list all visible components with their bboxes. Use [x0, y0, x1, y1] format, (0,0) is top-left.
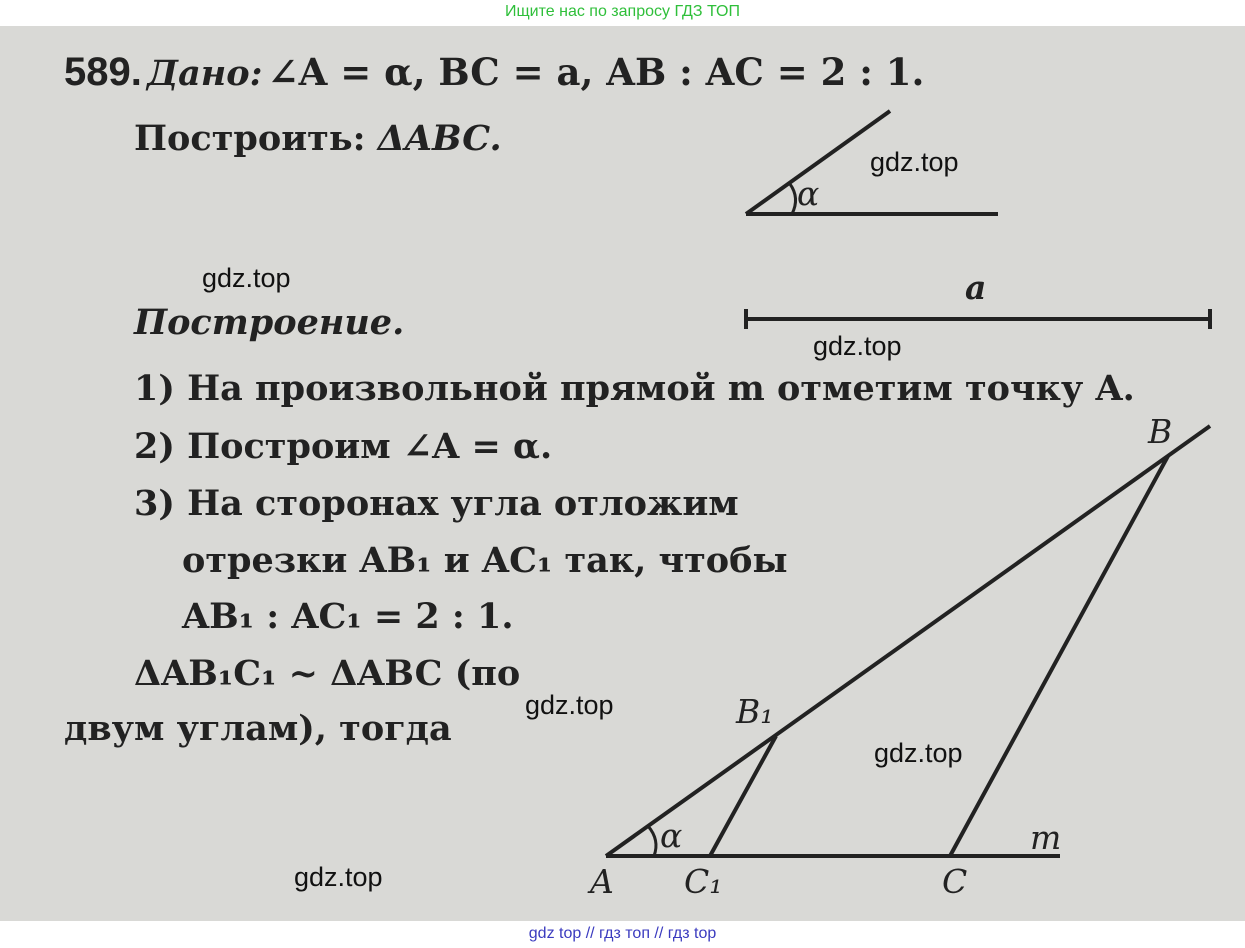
similarity-line-1: ΔAB₁C₁ ~ ΔABC (по [134, 653, 521, 694]
label-C: C [942, 862, 968, 901]
given-angle-arc [790, 184, 796, 214]
watermark: gdz.top [874, 738, 963, 768]
label-alpha-small: α [797, 174, 820, 213]
label-alpha: α [660, 816, 683, 855]
label-A: A [590, 862, 614, 901]
top-banner[interactable]: Ищите нас по запросу ГДЗ ТОП [505, 3, 740, 20]
label-m: m [1030, 818, 1062, 857]
problem-number: 589. [64, 50, 142, 94]
ray-AB [606, 426, 1210, 856]
step-3-line-1: 3) На сторонах угла отложим [134, 483, 739, 524]
step-3-line-2: отрезки AB₁ и AC₁ так, чтобы [182, 540, 788, 581]
construct-label: Построить: [134, 118, 366, 159]
segment-BC [950, 456, 1168, 856]
watermark: gdz.top [294, 862, 383, 892]
watermark: gdz.top [870, 147, 959, 177]
step-2: 2) Построим ∠A = α. [134, 426, 553, 467]
watermark: gdz.top [813, 331, 902, 361]
label-C1: C₁ [684, 862, 723, 901]
construction-heading: Построение. [134, 302, 405, 343]
label-B1: B₁ [736, 692, 774, 731]
geometry-figures [0, 26, 1245, 921]
label-segment-a: a [965, 268, 987, 307]
similarity-line-2: двум углам), тогда [64, 708, 452, 749]
watermark: gdz.top [525, 690, 614, 720]
watermark: gdz.top [202, 263, 291, 293]
label-B: B [1148, 412, 1173, 451]
bottom-banner[interactable]: gdz top // гдз топ // гдз top [528, 925, 717, 942]
given-label: Дано: [146, 53, 263, 94]
textbook-page [0, 26, 1245, 921]
given-text: ∠A = α, BC = a, AB : AC = 2 : 1. [267, 50, 925, 94]
step-3-line-3: AB₁ : AC₁ = 2 : 1. [182, 596, 514, 637]
step-1: 1) На произвольной прямой m отметим точку A. [134, 368, 1135, 409]
angle-A-arc [648, 826, 656, 856]
segment-B1C1 [710, 736, 776, 856]
construct-text: ΔABC. [377, 118, 502, 159]
